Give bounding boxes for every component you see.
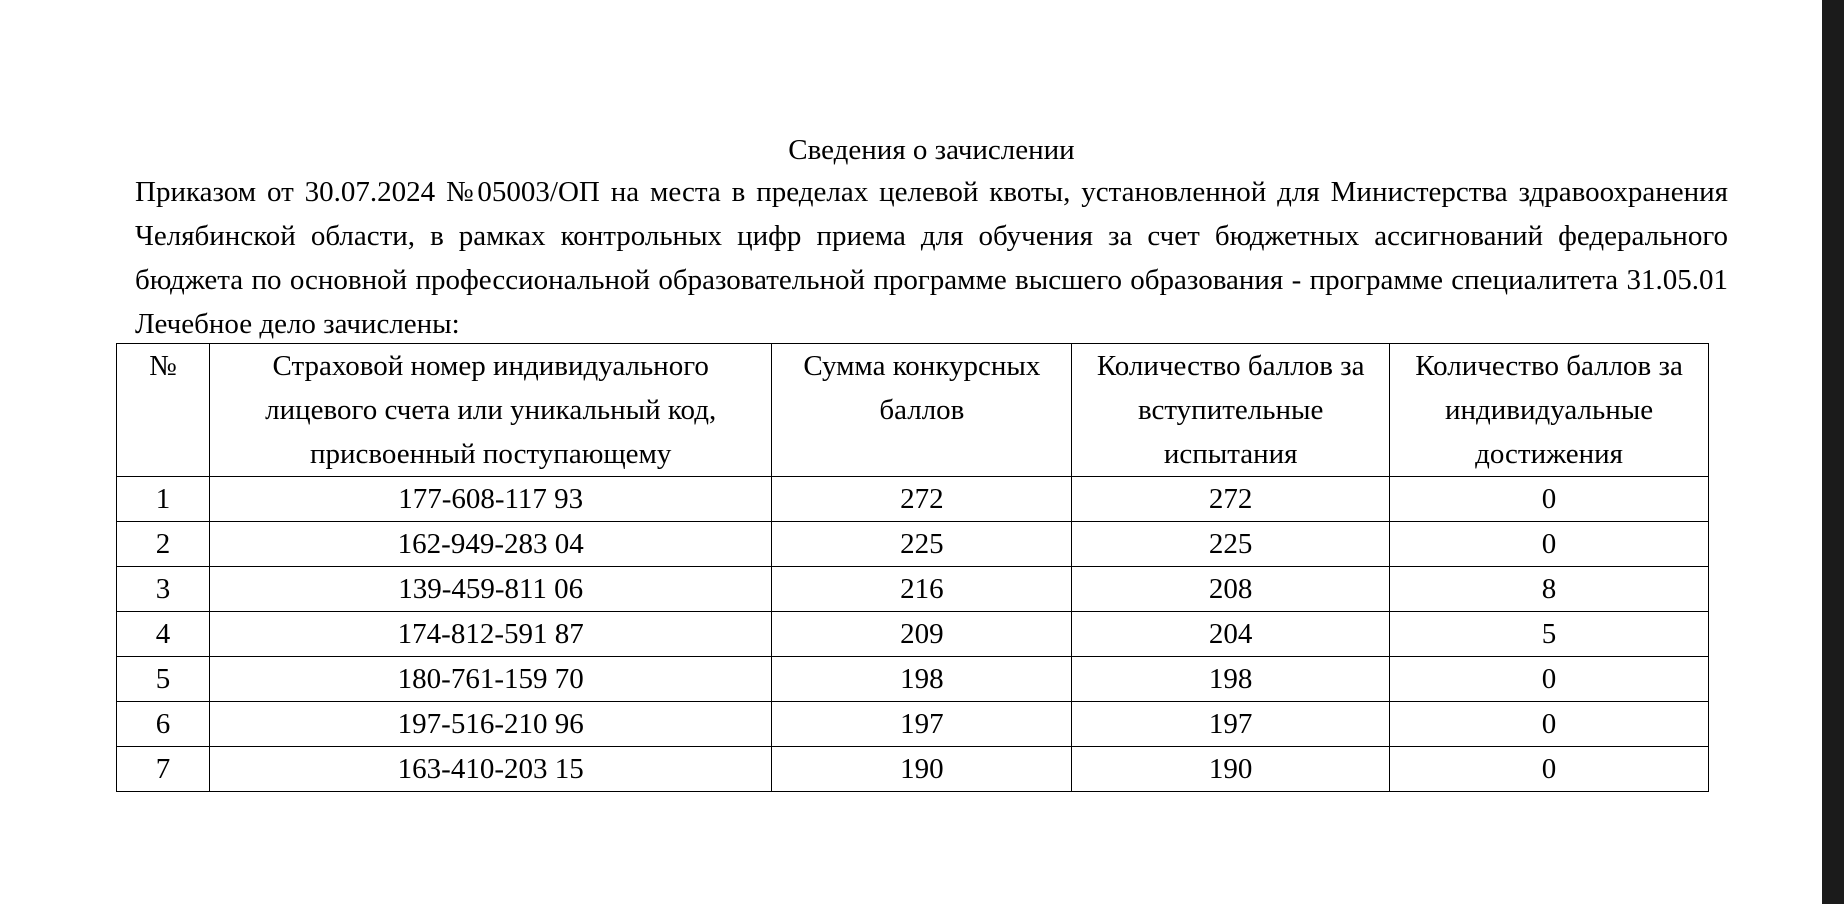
cell-snils: 180-761-159 70 [209,657,772,702]
cell-snils: 197-516-210 96 [209,702,772,747]
cell-exam-score: 272 [1072,477,1390,522]
header-total-score: Сумма конкурсных баллов [772,344,1072,477]
cell-achievement-score: 8 [1390,567,1709,612]
cell-snils: 174-812-591 87 [209,612,772,657]
document-body [135,130,1728,346]
cell-number: 4 [117,612,210,657]
cell-total-score: 272 [772,477,1072,522]
order-paragraph: Приказом от 30.07.2024 №05003/ОП на места в пределах целевой квоты, установленной для Министерства здравоохранения Челябинской области, в рамках контрольных цифр приема для обучения за счет бюджетных ассигнований федерального бюджета по основной профессиональной образовательной программе высшего образования - программе специалитета 31.05.01 Лечебное дело зачислены: [135,176,1728,340]
cell-snils: 177-608-117 93 [209,477,772,522]
cell-number: 7 [117,747,210,792]
cell-total-score: 225 [772,522,1072,567]
cell-snils: 139-459-811 06 [209,567,772,612]
cell-number: 3 [117,567,210,612]
cell-achievement-score: 0 [1390,522,1709,567]
table-row [117,522,1709,567]
header-snils: Страховой номер индивидуального лицевого счета или уникальный код, присвоенный поступающему [209,344,772,477]
enrollment-table [116,343,1709,792]
header-achievement-score: Количество баллов за индивидуальные достижения [1390,344,1709,477]
table-row [117,702,1709,747]
cell-achievement-score: 0 [1390,747,1709,792]
cell-total-score: 197 [772,702,1072,747]
cell-exam-score: 208 [1072,567,1390,612]
cell-snils: 163-410-203 15 [209,747,772,792]
cell-exam-score: 225 [1072,522,1390,567]
cell-exam-score: 190 [1072,747,1390,792]
cell-achievement-score: 5 [1390,612,1709,657]
cell-total-score: 198 [772,657,1072,702]
table-row [117,477,1709,522]
table-row [117,657,1709,702]
table-row [117,612,1709,657]
document-title: Сведения о зачислении [788,134,1075,166]
table-row [117,747,1709,792]
header-exam-score: Количество баллов за вступительные испытания [1072,344,1390,477]
cell-achievement-score: 0 [1390,702,1709,747]
cell-number: 5 [117,657,210,702]
table-header-row [117,344,1709,477]
header-number: № [117,344,210,477]
cell-total-score: 216 [772,567,1072,612]
cell-total-score: 209 [772,612,1072,657]
cell-achievement-score: 0 [1390,657,1709,702]
table-row [117,567,1709,612]
cell-snils: 162-949-283 04 [209,522,772,567]
cell-exam-score: 197 [1072,702,1390,747]
cell-exam-score: 204 [1072,612,1390,657]
right-edge-bar [1822,0,1844,904]
cell-achievement-score: 0 [1390,477,1709,522]
cell-total-score: 190 [772,747,1072,792]
cell-number: 6 [117,702,210,747]
cell-number: 2 [117,522,210,567]
cell-exam-score: 198 [1072,657,1390,702]
cell-number: 1 [117,477,210,522]
